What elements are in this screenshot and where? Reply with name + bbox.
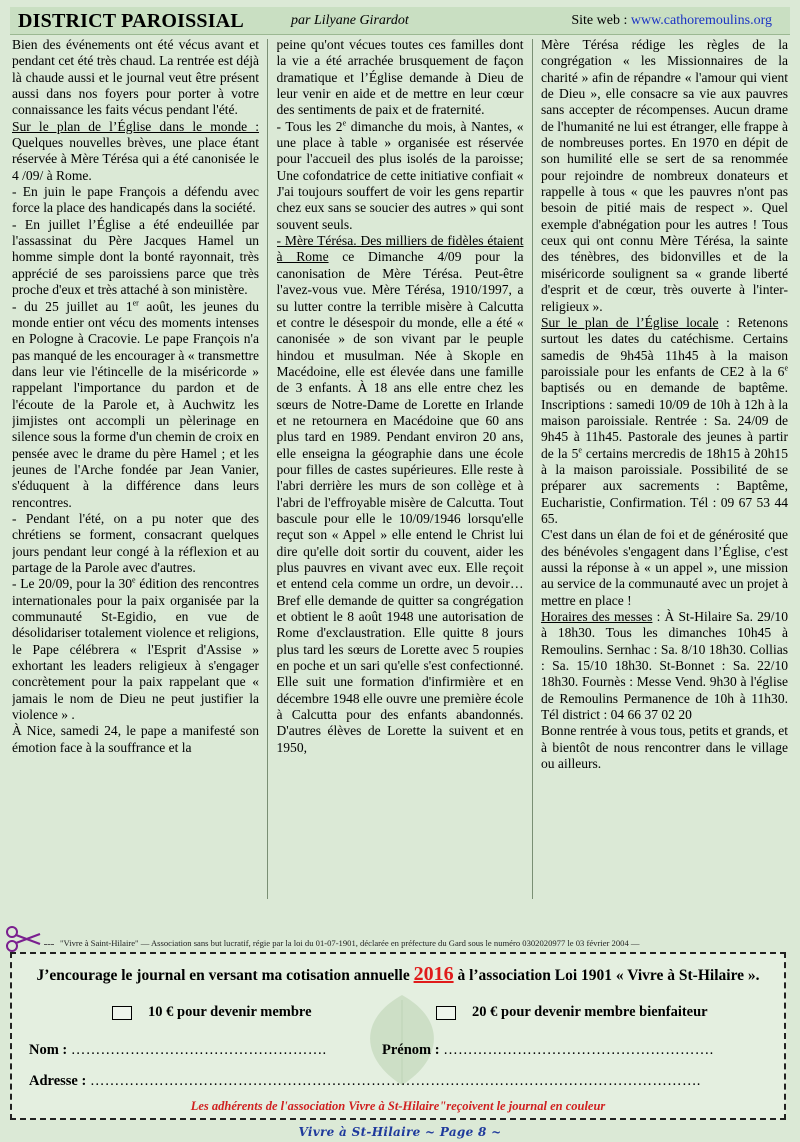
paragraph-text: baptisés ou en demande de baptême. Inscriptions : samedi 10/09 de 10h à 12h à la maison paroissiale. Rentrée : Sa. 24/09 de 9h45 à 11h45. Pastorale des jeunes à partir de la 5	[541, 380, 788, 461]
article-paragraph: Mère Térésa rédige les règles de la congrégation « les Missionnaires de la charité » afin de répandre « l'amour qui vient de Dieu », elle consacre sa vie aux pauvres sans accepter de récompenses. Aucun drame de l'humanité ne lui est étranger, elle frappe à de nombreuses portes. En 1970 en dépit de son humilité elle se sert de sa renommée pour rejoindre de nombreux donateurs et rappelle à tous « que les pauvres n'ont pas besoin de pitié mais de respect ». Quel exemple d'abnégation pour les autres ! Tous ceux qui ont connu Mère Térésa, la sainte des ténèbres, des bidonvilles et de la miséricorde soulignent sa « grande liberté d'esprit et de cœur, très ouverte à l'inter-religieux ».	[541, 37, 788, 314]
option-benefactor-label: 20 € pour devenir membre bienfaiteur	[472, 1004, 708, 1020]
nom-dots: …………………………………………….	[70, 1042, 327, 1058]
option-member-label: 10 € pour devenir membre	[148, 1004, 312, 1020]
article-paragraph: - En juillet l’Église a été endeuillée par l'assassinat du Père Jacques Hamel un homme simple dont la bonté rayonnait, très apprécié de ses paroissiens parce que très proche d'eux et très attaché à son ministère.	[12, 216, 259, 298]
prenom-dots: ……………………………………………….	[443, 1042, 714, 1058]
column-divider	[267, 39, 268, 899]
article-paragraph	[12, 119, 259, 184]
superscript: e	[784, 363, 788, 373]
site-reference	[571, 13, 772, 29]
article-paragraph	[541, 609, 788, 723]
article-paragraph: C'est dans un élan de foi et de générosité que des bénévoles s'engagent dans l’Église, c'est aussi la réponse à « un appel », une mission au service de la communauté avec un projet à mettre en place !	[541, 527, 788, 608]
adresse-dots: …………………………………………………………………………………………………………….	[89, 1073, 701, 1089]
nom-field[interactable]	[29, 1042, 326, 1059]
article-paragraph: Bonne rentrée à vous tous, petits et grands, et à bientôt de nous rencontrer dans le village ou ailleurs.	[541, 723, 788, 772]
underlined-heading: Sur le plan de l’Église locale	[541, 314, 719, 330]
superscript: e	[132, 575, 136, 585]
paragraph-text: Quelques nouvelles brèves, une place étant réservée à Mère Térésa qui a été canonisée le 4 /09/ à Rome.	[12, 135, 259, 183]
superscript: er	[132, 297, 139, 307]
underlined-heading: - Mère Térésa.	[276, 233, 357, 249]
underlined-heading: Des milliers de fidèles étaient à Rome	[276, 233, 524, 265]
paragraph-text: édition des rencontres internationales pour la paix organisée par la communauté St-Egidio, en vue de désolidariser totalement violence et religions, le Pape célébrera « l'Esprit d'Assise » exhortant les leaders religieux à s'engager concrètement pour la paix rappelant que « jamais le nom de Dieu ne peut justifier la violence » .	[12, 576, 259, 723]
prenom-label: Prénom :	[382, 1042, 440, 1058]
adresse-field[interactable]	[29, 1073, 701, 1090]
cut-line	[44, 944, 54, 945]
paragraph-text: dimanche du mois, à Nantes, « une place à table » organisée est réservée pour l'accueil des plus isolés de la paroisse; Une cofondatrice de cette initiative confiait « J'ai toujours souffert de voir les gens repartir chez eux sans se soucier des autres » qui sont souvent seuls.	[276, 118, 524, 232]
article-paragraph	[12, 576, 259, 723]
article-paragraph: peine qu'ont vécues toutes ces familles dont la vie a été arrachée brusquement de façon dramatique et l’Église demande à Dieu de leur venir en aide et de mettre en leur cœur des sentiments de paix et de fraternité.	[276, 37, 524, 118]
paragraph-text: certains mercredis de 18h15 à 20h15 à la maison paroissiale. Possibilité de se préparer aux sacrements : Baptême, Eucharistie, Confirmation. Tél : 09 67 53 44 65.	[541, 445, 788, 526]
article-column-3	[541, 37, 788, 905]
page-header	[10, 7, 790, 35]
article-column-1	[12, 37, 259, 905]
membership-coupon	[10, 952, 786, 1120]
paragraph-text: : À St-Hilaire Sa. 29/10 à 18h30. Tous les dimanches 10h45 à Remoulins. Sernhac : Sa. 8/10 18h30. Collias : Sa. 15/10 18h30. St-Bonnet : Sa. 22/10 18h30. Fournès : Messe Vend. 9h30 à l'église de Remoulins Permanence de 10h à 11h30. Tél district : 04 66 37 02 20	[541, 609, 788, 723]
prenom-field[interactable]	[382, 1042, 714, 1059]
nom-label: Nom :	[29, 1042, 68, 1058]
article-column-2	[277, 37, 524, 905]
option-member	[112, 1004, 312, 1021]
paragraph-text: - Le 20/09, pour la 30	[12, 576, 133, 592]
column-divider	[532, 39, 533, 899]
coupon-note: Les adhérents de l'association Vivre à St-Hilaire"reçoivent le journal en couleur	[190, 1099, 606, 1113]
article-paragraph: - Pendant l'été, on a pu noter que des chrétiens se forment, consacrant quelques jours pendant leur congé à la réflexion et au partage de la Parole avec d'autres.	[12, 510, 259, 575]
scissors-icon	[4, 924, 44, 954]
page-footer: Vivre à St-Hilaire ~ Page 8 ~	[298, 1125, 502, 1139]
underlined-heading: Sur le plan de l’Église dans le monde :	[12, 118, 259, 134]
member-checkbox[interactable]	[112, 1006, 132, 1020]
benefactor-checkbox[interactable]	[436, 1006, 456, 1020]
paragraph-text: ce Dimanche 4/09 pour la canonisation de Mère Térésa. Peut-être l'avez-vous vue. Mère Térésa, 1910/1997, a su lutter contre la terrible misère à Calcutta et contre le désespoir du monde, elle a été « canonisée » de son vivant par le peuple hindou et musulman. Née à Skople en Macédoine, elle est élevée dans une famille de 3 enfants. À 18 ans elle entre chez les sœurs de Notre-Dame de Lorette en Irlande et ne retournera en Macédoine que 60 ans plus tard en 1989. Pendant environ 20 ans, elle enseigna la géographie dans une école pour filles de castes supérieures. Elle reste à l'abri derrière les murs de son collège et à l'abri de l'effroyable misère de Calcutta. Tout bascule pour elle le 10/09/1946 lorsqu'elle reçut son « Appel » elle entend le Christ lui dire qu'elle doit sortir du couvent, aider les plus pauvres en vivant avec eux. Elle reçoit et entend cela comme un ordre, un devoir… Bref elle demande de quitter sa congrégation et obtient le 8 août 1948 une autorisation de Rome d'exclaustration. Elle quitte 8 jours plus tard les sœurs de Lorette avec 5 roupies en poche et un sari qu'elle s'est confectionné. Elle suit une formation d'infirmière et en décembre 1948 elle ouvre une première école à Calcutta pour des enfants abandonnés. D'autres élèves de Lorette la suivent et en 1950,	[276, 249, 524, 755]
coupon-heading: J’encourage le journal en versant ma cotisation annuelle 2016 à l’association Loi 1901 « Vivre à St-Hilaire ».	[36, 963, 760, 985]
paragraph-text: - Tous les 2	[276, 118, 343, 134]
article-paragraph: Bien des événements ont été vécus avant et pendant cet été très chaud. La rentrée est déjà là chaude aussi et le journal veut être présent aussi dans nos foyers pour porter à votre connaissance les faits vécus pendant l'été.	[12, 37, 259, 118]
article-paragraph	[277, 233, 524, 756]
article-paragraph	[541, 315, 788, 527]
article-paragraph: À Nice, samedi 24, le pape a manifesté son émotion face à la souffrance et la	[12, 723, 259, 755]
section-title: DISTRICT PAROISSIAL	[18, 10, 244, 32]
coupon-year: 2016	[413, 963, 454, 985]
adresse-label: Adresse :	[29, 1073, 87, 1089]
paragraph-text: : Retenons surtout les dates du catéchisme. Certains samedis de 9h45à 11h45 à la maison paroissiale pour les enfants de CE2 à la 6	[541, 314, 788, 379]
site-link[interactable]: www.cathoremoulins.org	[630, 13, 772, 28]
underlined-heading: Horaires des messes	[541, 609, 653, 625]
article-paragraph	[277, 119, 524, 233]
article-paragraph: - En juin le pape François a défendu avec force la place des handicapés dans la société.	[12, 184, 259, 216]
paragraph-text: août, les jeunes du monde entier ont vécu des moments intenses en Pologne à Cracovie. Le pape François n'a pas manqué de les encourager à « transmettre dans leur vie l'étincelle de la miséricorde » rappelant l'importance du pardon et de l'écoute de la Parole et, à Auchwitz les jimjistes ont accompli un pèlerinage en silence sous la forme d'un chemin de croix en pensée avec le drame du père Hamel ; et les jeunes de l'Arche fondée par Jean Vanier, s'éduquent à la différence dans leurs rencontres.	[12, 298, 259, 510]
article-columns	[12, 37, 788, 905]
association-notice: "Vivre à Saint-Hilaire" — Association sans but lucratif, régie par la loi du 01-07-1901, déclarée en préfecture du Gard sous le numéro 0302020977 le 03 février 2004 —	[60, 938, 640, 948]
site-label: Site web :	[571, 13, 628, 28]
superscript: e	[578, 445, 582, 455]
author-byline: par Lilyane Girardot	[291, 13, 409, 28]
paragraph-text: - du 25 juillet au 1	[12, 298, 133, 314]
superscript: e	[342, 118, 347, 128]
article-paragraph	[12, 299, 259, 511]
option-benefactor	[436, 1004, 708, 1021]
